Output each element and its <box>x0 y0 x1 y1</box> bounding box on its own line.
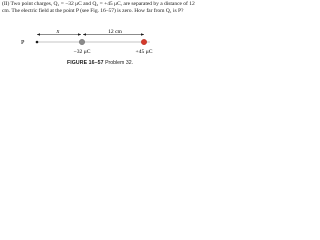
separation-arrow-left <box>83 33 86 35</box>
figure-caption <box>0 60 200 67</box>
point-p-label: P <box>21 39 25 46</box>
x-arrow-left <box>37 33 40 35</box>
charge-q1-label: −32 μC <box>73 49 91 55</box>
charge-q1 <box>79 39 85 45</box>
problem-text-block <box>2 1 198 14</box>
figure-caption-label: FIGURE 16–57 <box>66 60 104 66</box>
point-p-dot <box>36 41 39 44</box>
charge-q2 <box>141 39 147 45</box>
problem-statement: Two point charges, Q₁ = −32 μC and Q₂ = +45 μC, are separated by a distance of 12 cm. The electric field at the point P (see Fig. 16–57) is zero. How far from Q₁ is P? <box>2 1 195 14</box>
figure-caption-text: Problem 32. <box>105 60 134 66</box>
separation-label: 12 cm <box>108 29 122 35</box>
charge-q2-label: +45 μC <box>135 49 153 55</box>
problem-level: (II) <box>2 1 10 7</box>
x-label: x <box>56 29 60 35</box>
separation-arrow-right <box>141 33 144 35</box>
x-arrow-right <box>78 33 81 35</box>
